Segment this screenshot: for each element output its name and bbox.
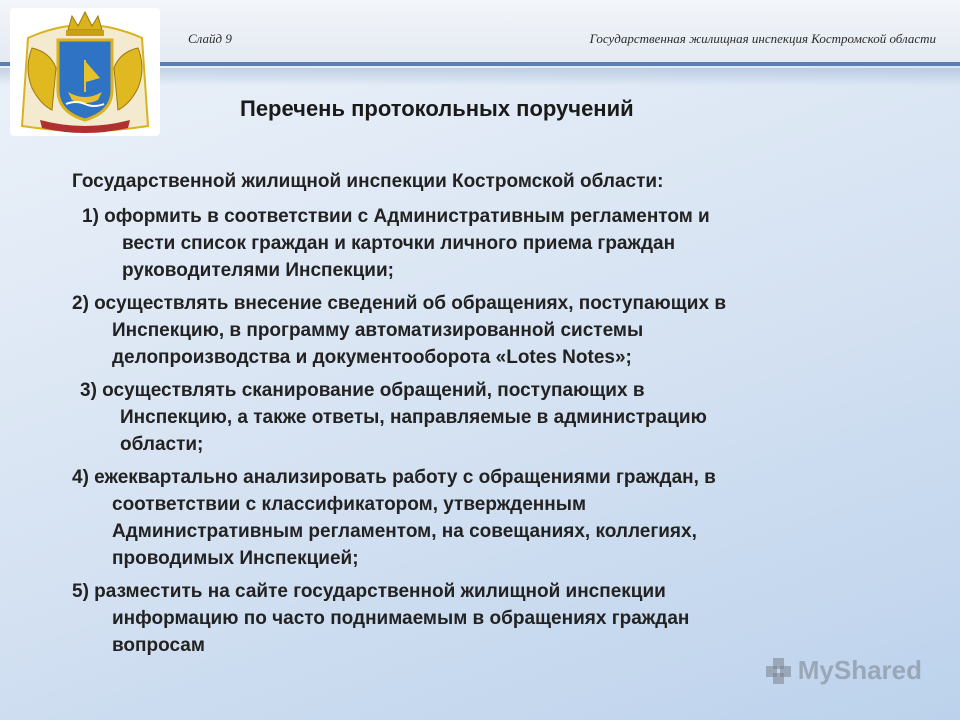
list-item-line: 4) ежеквартально анализировать работу с обращениями граждан, в — [72, 467, 716, 488]
list-item — [72, 203, 912, 284]
header-org-name: Государственная жилищная инспекция Костромской области — [589, 31, 936, 46]
slide-body — [72, 168, 912, 665]
list-item-line: соответствии с классификатором, утвержденным — [112, 494, 587, 515]
list-item-line: информацию по часто поднимаемым в обращениях граждан — [112, 608, 690, 629]
list-item — [72, 578, 912, 659]
list-item-line: проводимых Инспекцией; — [112, 548, 359, 569]
list-item-line: области; — [120, 434, 204, 455]
slide-number: Слайд 9 — [188, 31, 232, 46]
list-item-line: 2) осуществлять внесение сведений об обращениях, поступающих в — [72, 293, 726, 314]
list-item — [72, 377, 912, 458]
list-item — [72, 290, 912, 371]
list-item-line: вопросам — [112, 635, 205, 656]
watermark — [766, 655, 922, 686]
list-item-line: 5) разместить на сайте государственной жилищной инспекции — [72, 581, 666, 602]
intro-text: Государственной жилищной инспекции Костромской области: — [72, 171, 664, 192]
slide-title: Перечень протокольных поручений — [240, 96, 634, 121]
list-item-line: Административным регламентом, на совещаниях, коллегиях, — [112, 521, 697, 542]
list-item-line: руководителями Инспекции; — [122, 260, 394, 281]
list-item — [72, 464, 912, 572]
watermark-text: MyShared — [797, 655, 922, 685]
list-item-line: 1) оформить в соответствии с Административным регламентом и — [82, 206, 710, 227]
list-item-line: делопроизводства и документооборота «Lotes Notes»; — [112, 347, 632, 368]
list-item-line: Инспекцию, а также ответы, направляемые в администрацию — [120, 407, 707, 428]
coat-of-arms-icon — [10, 8, 160, 136]
list-item-line: вести список граждан и карточки личного приема граждан — [122, 233, 676, 254]
list-item-line: 3) осуществлять сканирование обращений, поступающих в — [80, 380, 645, 401]
watermark-logo-icon — [766, 658, 792, 684]
list-item-line: Инспекцию, в программу автоматизированной системы — [112, 320, 644, 341]
